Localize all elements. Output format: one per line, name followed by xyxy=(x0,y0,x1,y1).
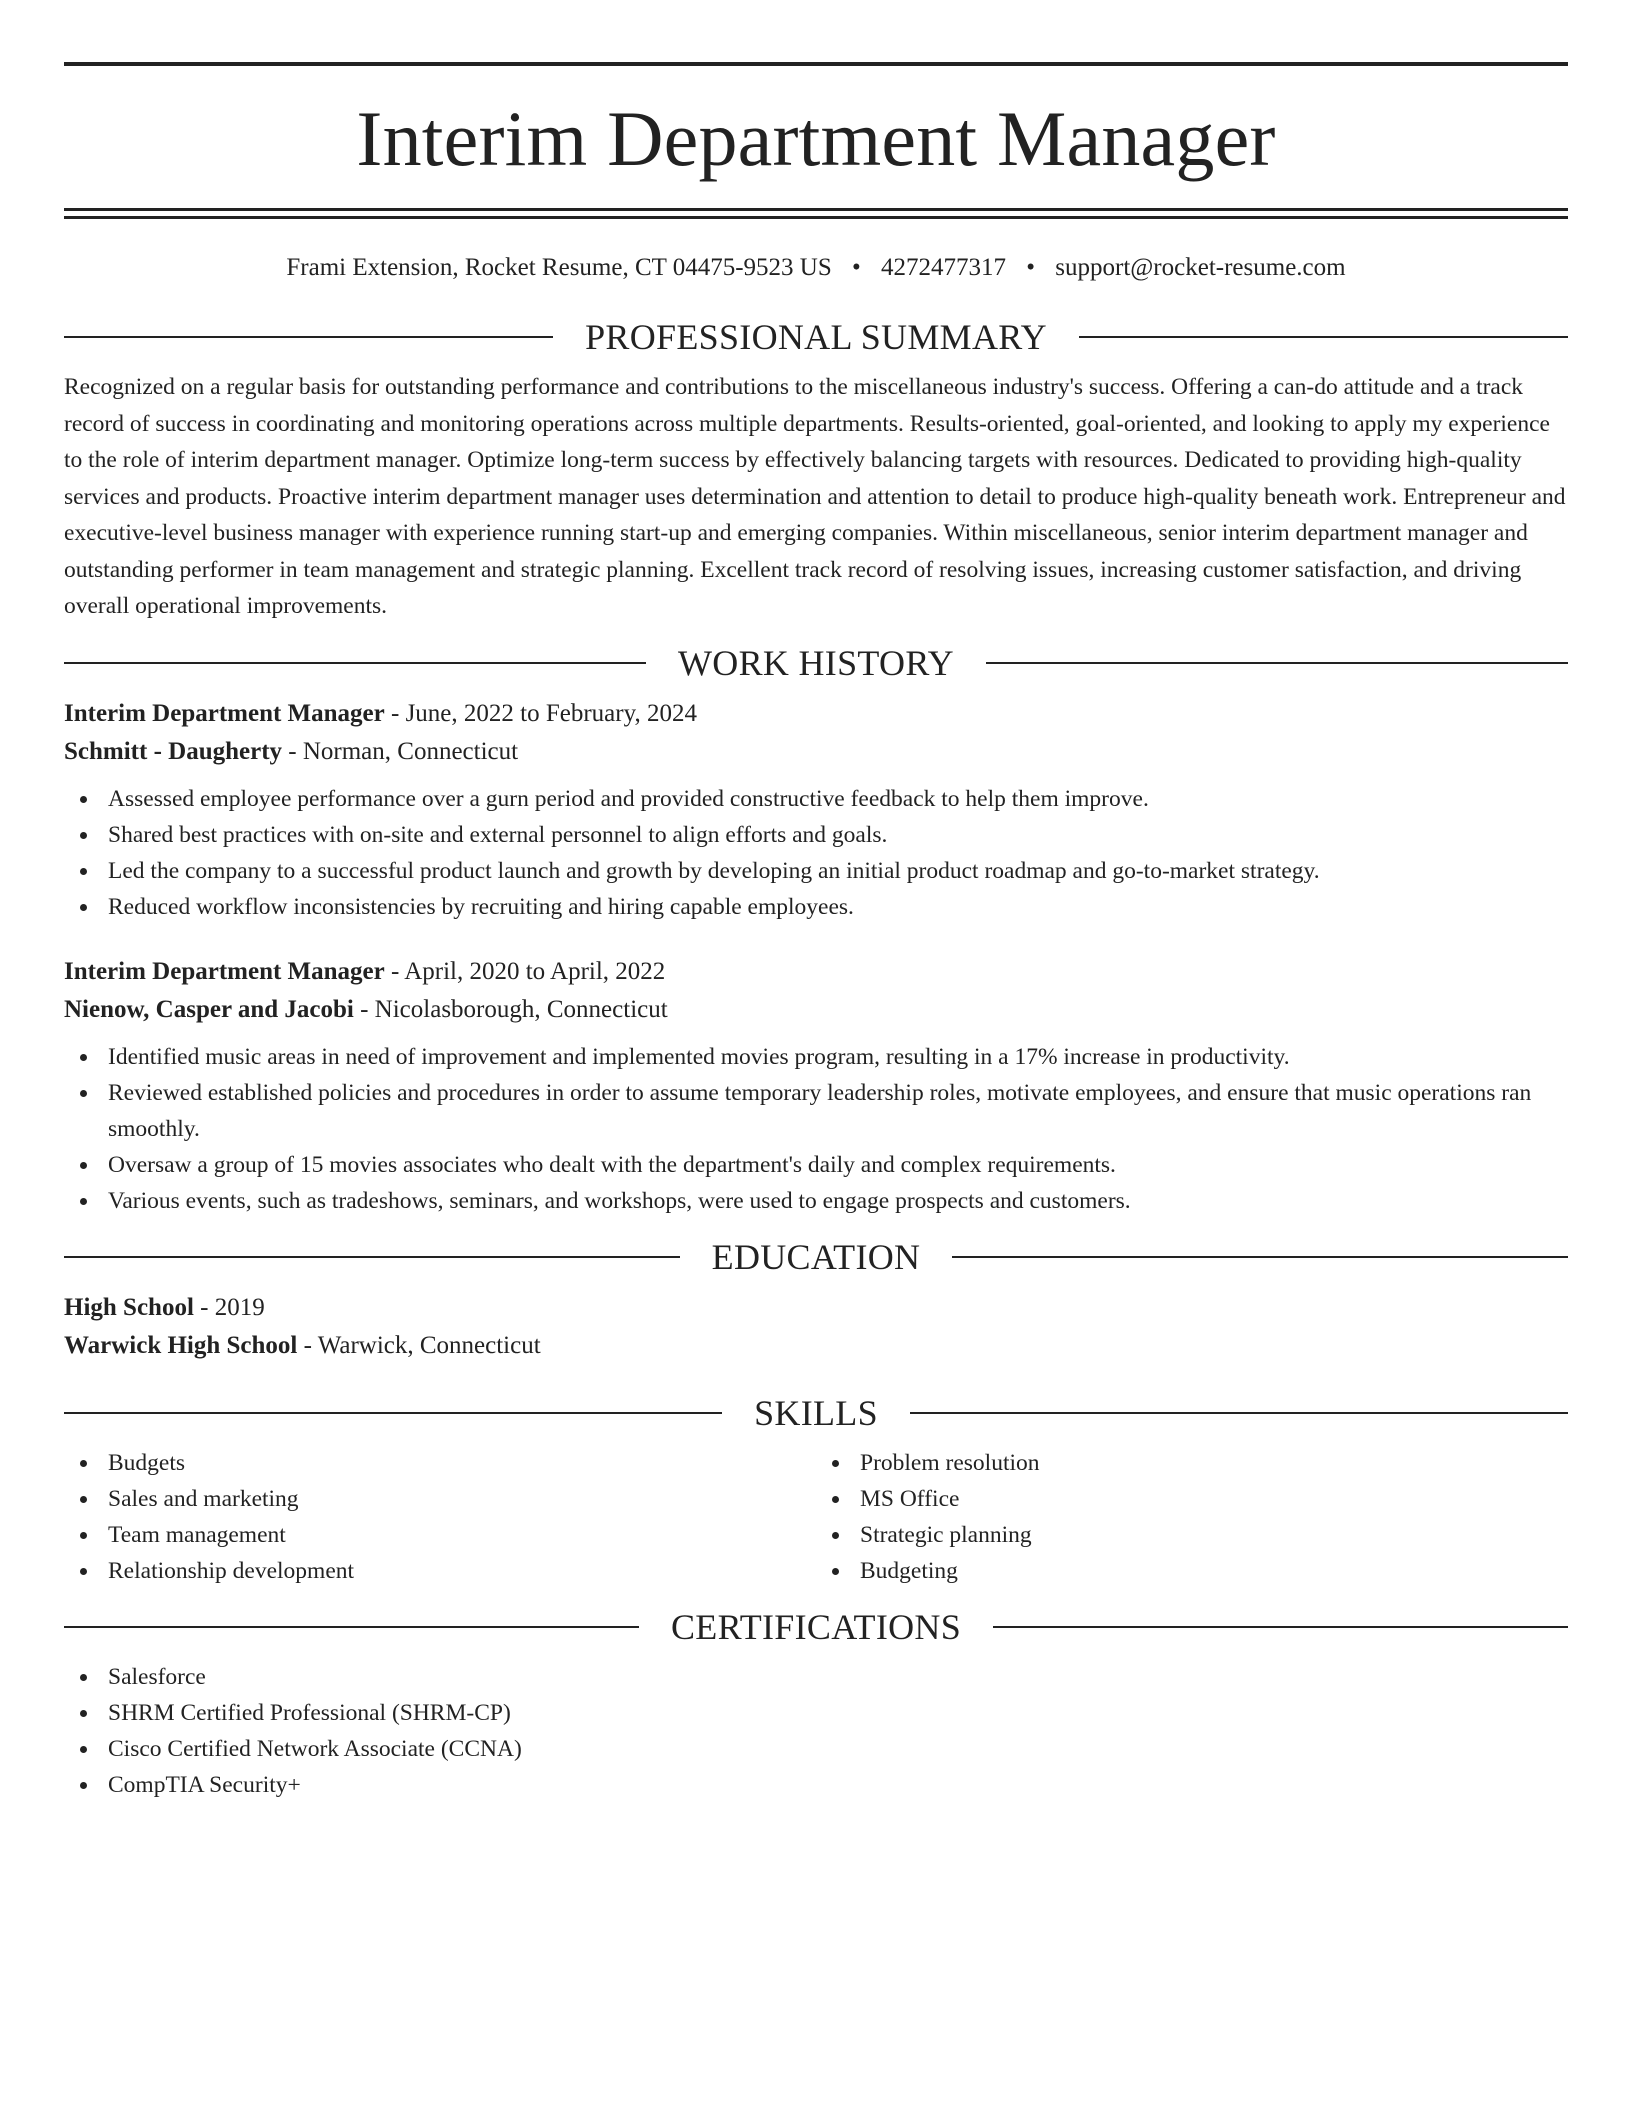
education-degree: High School xyxy=(64,1293,194,1321)
job-role-line xyxy=(64,953,1568,991)
job-entry xyxy=(64,953,1568,1219)
skill-text: Sales and marketing xyxy=(108,1485,299,1512)
bullet-dot xyxy=(832,1460,839,1467)
skills-list xyxy=(64,1445,816,1589)
section-rule xyxy=(910,1412,1568,1414)
job-dates: - June, 2022 to February, 2024 xyxy=(384,699,697,727)
section-header-work xyxy=(64,642,1568,683)
contact-separator: • xyxy=(1026,254,1036,281)
skill-text: Budgets xyxy=(108,1449,186,1476)
bullet-dot xyxy=(832,1568,839,1575)
bullet-dot xyxy=(80,796,87,803)
job-bullets xyxy=(64,781,1568,925)
list-item xyxy=(64,817,1568,853)
bullet-dot xyxy=(832,1496,839,1503)
skills-column-right xyxy=(816,1445,1568,1589)
list-item xyxy=(64,1553,816,1589)
section-rule xyxy=(64,336,553,338)
education-location: - Warwick, Connecticut xyxy=(297,1331,541,1359)
bullet-dot xyxy=(80,1162,87,1169)
bullet-text: Reviewed established policies and procedures in order to assume temporary leadership roles, motivate employees, and ensure that music operations ran smoothly. xyxy=(108,1079,1532,1142)
section-rule xyxy=(1079,336,1568,338)
list-item xyxy=(816,1517,1568,1553)
job-entry xyxy=(64,695,1568,925)
certification-text: CompTIA Security+ xyxy=(108,1771,301,1798)
section-rule xyxy=(993,1626,1568,1628)
section-title: SKILLS xyxy=(754,1392,878,1433)
job-role-line xyxy=(64,695,1568,733)
skill-text: Strategic planning xyxy=(860,1521,1032,1548)
section-rule xyxy=(64,1256,680,1258)
bullet-text: Led the company to a successful product launch and growth by developing an initial product roadmap and go-to-market strategy. xyxy=(108,857,1320,884)
bullet-dot xyxy=(80,1496,87,1503)
bullet-dot xyxy=(80,1090,87,1097)
section-title: WORK HISTORY xyxy=(678,642,954,683)
bullet-dot xyxy=(80,1710,87,1717)
bullet-dot xyxy=(80,904,87,911)
bullet-dot xyxy=(80,832,87,839)
skill-text: Problem resolution xyxy=(860,1449,1040,1476)
list-item xyxy=(64,1695,1568,1731)
list-item xyxy=(64,1147,1568,1183)
section-header-certifications xyxy=(64,1606,1568,1647)
bullet-dot xyxy=(80,1674,87,1681)
contact-email: support@rocket-resume.com xyxy=(1055,254,1346,281)
bullet-text: Oversaw a group of 15 movies associates who dealt with the department's daily and complex requirements. xyxy=(108,1151,1116,1178)
section-header-education xyxy=(64,1236,1568,1277)
skills-grid xyxy=(64,1445,1568,1589)
section-rule xyxy=(64,662,646,664)
skill-text: MS Office xyxy=(860,1485,960,1512)
list-item xyxy=(64,1481,816,1517)
contact-phone: 4272477317 xyxy=(881,254,1007,281)
list-item xyxy=(64,781,1568,817)
bullet-text: Shared best practices with on-site and external personnel to align efforts and goals. xyxy=(108,821,888,848)
list-item xyxy=(64,1767,1568,1803)
education-school-line xyxy=(64,1327,1568,1365)
list-item xyxy=(64,853,1568,889)
list-item xyxy=(816,1481,1568,1517)
education-school: Warwick High School xyxy=(64,1331,298,1359)
skill-text: Relationship development xyxy=(108,1557,355,1584)
bullet-text: Various events, such as tradeshows, seminars, and workshops, were used to engage prospects and customers. xyxy=(108,1187,1131,1214)
section-title: EDUCATION xyxy=(711,1236,921,1277)
list-item xyxy=(64,1445,816,1481)
section-title: CERTIFICATIONS xyxy=(670,1606,962,1647)
job-company: Nienow, Casper and Jacobi xyxy=(64,995,354,1023)
bullet-dot xyxy=(80,1746,87,1753)
list-item xyxy=(64,1517,816,1553)
bullet-dot xyxy=(80,1198,87,1205)
list-item xyxy=(64,889,1568,925)
section-title: PROFESSIONAL SUMMARY xyxy=(585,317,1047,357)
bullet-dot xyxy=(80,1460,87,1467)
certifications-list xyxy=(64,1659,1568,1803)
section-rule xyxy=(64,1412,722,1414)
certification-text: Cisco Certified Network Associate (CCNA) xyxy=(108,1735,522,1762)
certification-text: SHRM Certified Professional (SHRM-CP) xyxy=(108,1699,511,1726)
top-rule xyxy=(64,62,1568,66)
section-rule xyxy=(952,1256,1568,1258)
list-item xyxy=(64,1183,1568,1219)
list-item xyxy=(64,1731,1568,1767)
contact-line xyxy=(64,253,1568,283)
job-location: - Nicolasborough, Connecticut xyxy=(353,995,668,1023)
job-location: - Norman, Connecticut xyxy=(282,737,519,765)
education-degree-line xyxy=(64,1289,1568,1327)
job-bullets xyxy=(64,1039,1568,1219)
education-year: - 2019 xyxy=(193,1293,265,1321)
section-rule xyxy=(986,662,1568,664)
list-item xyxy=(64,1039,1568,1075)
list-item xyxy=(64,1075,1568,1147)
bullet-text: Identified music areas in need of improvement and implemented movies program, resulting in a 17% increase in productivity. xyxy=(108,1043,1290,1070)
list-item xyxy=(64,1659,1568,1695)
bullet-dot xyxy=(832,1532,839,1539)
bullet-text: Assessed employee performance over a gurn period and provided constructive feedback to help them improve. xyxy=(108,785,1149,812)
contact-separator: • xyxy=(852,254,861,281)
bullet-dot xyxy=(80,868,87,875)
bullet-dot xyxy=(80,1532,87,1539)
job-dates: - April, 2020 to April, 2022 xyxy=(384,957,666,985)
list-item xyxy=(816,1553,1568,1589)
resume-title: Interim Department Manager xyxy=(356,95,1276,182)
skill-text: Budgeting xyxy=(860,1557,958,1584)
job-company-line xyxy=(64,991,1568,1029)
skills-column-left xyxy=(64,1445,816,1589)
section-header-skills xyxy=(64,1392,1568,1433)
bullet-dot xyxy=(80,1568,87,1575)
job-company: Schmitt - Daugherty xyxy=(64,737,283,765)
summary-text: Recognized on a regular basis for outstanding performance and contributions to the miscellaneous industry's success. Offering a can-do attitude and a track record of success in coordinating and monitoring operations across multiple departments. Results-oriented, goal-oriented, and looking to apply my experience to the role of interim department manager. Optimize long-term success by effectively balancing targets with resources. Dedicated to providing high-quality services and products. Proactive interim department manager uses determination and attention to detail to produce high-quality beneath work. Entrepreneur and executive-level business manager with experience running start-up and emerging companies. Within miscellaneous, senior interim department manager and outstanding performer in team management and strategic planning. Excellent track record of resolving issues, increasing customer satisfaction, and driving overall operational improvements. xyxy=(64,374,1566,619)
job-role: Interim Department Manager xyxy=(64,957,385,985)
section-rule xyxy=(64,1626,639,1628)
job-company-line xyxy=(64,733,1568,771)
skills-list xyxy=(816,1445,1568,1589)
double-rule xyxy=(64,208,1568,219)
bullet-dot xyxy=(80,1054,87,1061)
bullet-dot xyxy=(80,1782,87,1789)
section-header-summary xyxy=(64,319,1568,355)
skill-text: Team management xyxy=(108,1521,286,1548)
bullet-text: Reduced workflow inconsistencies by recruiting and hiring capable employees. xyxy=(108,893,854,920)
contact-address: Frami Extension, Rocket Resume, CT 04475-9523 US xyxy=(286,254,832,281)
certification-text: Salesforce xyxy=(108,1663,206,1690)
job-role: Interim Department Manager xyxy=(64,699,385,727)
list-item xyxy=(816,1445,1568,1481)
